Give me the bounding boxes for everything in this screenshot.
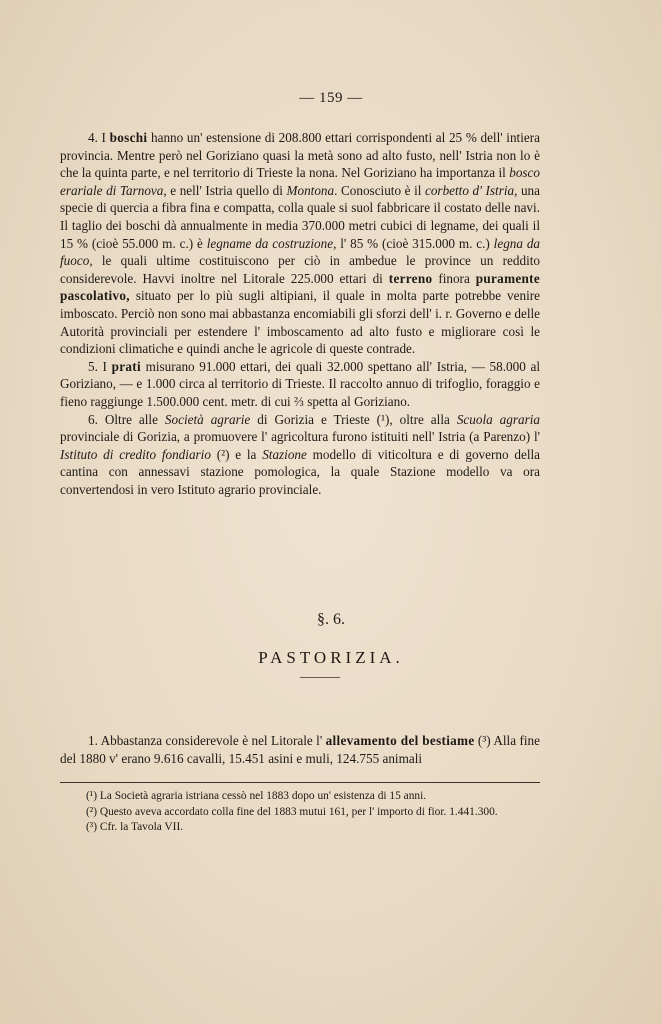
text: . Conosciuto è il: [334, 182, 425, 198]
text: , l' 85 % (cioè 315.000 m. c.): [333, 235, 494, 251]
text: di Gorizia e Trieste (¹), oltre alla: [250, 411, 457, 427]
italic-term: legname da costruzione: [206, 235, 334, 251]
section-title: PASTORIZIA.: [258, 648, 404, 667]
page-number: — 159 —: [299, 90, 363, 106]
footnotes: [60, 789, 540, 836]
text: modello di viticoltura e di governo della cantina con annessavi stazione pomologica, la quale Stazione modello va ora convertendosi in vero Istituto agrario provinciale.: [60, 446, 540, 497]
bold-term: allevamento del bestiame: [325, 733, 475, 748]
section-number: §. 6.: [317, 611, 345, 628]
italic-term: bosco erariale di Tarnova: [60, 165, 540, 198]
paragraph-boschi: [60, 129, 540, 358]
text: 6. Oltre alle: [88, 411, 165, 427]
italic-term: Scuola agraria: [456, 411, 540, 427]
paragraph-allevamento: [60, 732, 540, 767]
text: provinciale di Gorizia, a promuovere l' agricoltura furono istituiti nell' Istria (a Parenzo) l': [60, 429, 540, 445]
text: 5. I: [88, 358, 112, 374]
text: hanno un' estensione di 208.800 ettari corrispondenti al 25 %: [147, 130, 477, 145]
text: dell' intiera provincia. Mentre però nel Goriziano quasi la metà sono ad alto fusto, nell' Istria non lo è che la quinta parte, e nel territorio di Trieste la nona. Nel Goriziano ha importanza il: [60, 130, 540, 181]
paragraph-prati: [60, 358, 540, 411]
bold-term: prati: [111, 358, 141, 374]
text: , e nell' Istria quello di: [163, 182, 287, 198]
bold-term: terreno: [388, 270, 433, 286]
text: 4. I: [88, 130, 110, 145]
italic-term: Stazione: [262, 446, 307, 462]
text: , le quali ultime costituiscono per ciò in ambedue le province un reddito considerevole. Havvi inoltre nel Litorale 225.000 ettari di: [60, 253, 540, 286]
footnote: (¹) La Società agraria istriana cessò nel 1883 dopo un' esistenza di 15 anni.: [86, 790, 427, 802]
footnote: (³) Cfr. la Tavola VII.: [86, 821, 184, 833]
footnote-rule: [60, 782, 540, 783]
text: misurano 91.000 ettari, dei quali 32.000 spettano all' Istria, — 58.000 al Goriziano, — e 1.000 circa al territorio di Trieste. Il raccolto annuo di trifoglio, foraggio e fieno raggiunge 1.500.000 cent. metr. di cui ⅔ spetta al Goriziano.: [60, 358, 540, 409]
italic-term: Montona: [286, 182, 335, 198]
bold-term: puramente pascolativo,: [60, 270, 540, 304]
paragraph-societa: [60, 411, 540, 499]
footnote: (²) Questo aveva accordato colla fine del 1883 mutui 161, per l' importo di fior. 1.441.300.: [86, 805, 498, 818]
text: (³) Alla fine del 1880 v' erano 9.616 cavalli, 15.451 asini e muli, 124.755 animali: [60, 733, 541, 766]
body-text-2: [60, 732, 540, 767]
italic-term: corbetto d' Istria: [424, 182, 515, 198]
bold-term: boschi: [109, 130, 148, 145]
text: (²) e la: [210, 446, 263, 462]
text: finora: [432, 270, 476, 286]
text: 1. Abbastanza considerevole è nel Litorale l': [88, 733, 326, 748]
body-text: [60, 129, 540, 498]
italic-term: legna da fuoco: [60, 235, 541, 269]
italic-term: Società agrarie: [164, 411, 251, 427]
italic-term: Istituto di credito fondiario: [60, 446, 211, 462]
title-ornament-rule: [300, 677, 340, 678]
text: situato per lo più sugli altipiani, il quale in molta parte potrebbe venire imboscato. Perciò non sono mai abbastanza encomiabili gli sforzi dell' i. r. Governo e delle Autorità provinciali per estendere l' imboscamento ad alto fusto e migliorare così le condizioni climatiche e quindi anche le agricole di queste contrade.: [60, 288, 540, 357]
text: , una specie di quercia a fibra fina e compatta, colla quale si suol fabbricare il costato delle navi. Il taglio dei boschi dà annualmente in media 370.000 metri cubici di legname, dei quali il 15 % (cioè 55.000 m. c.) è: [60, 182, 540, 251]
